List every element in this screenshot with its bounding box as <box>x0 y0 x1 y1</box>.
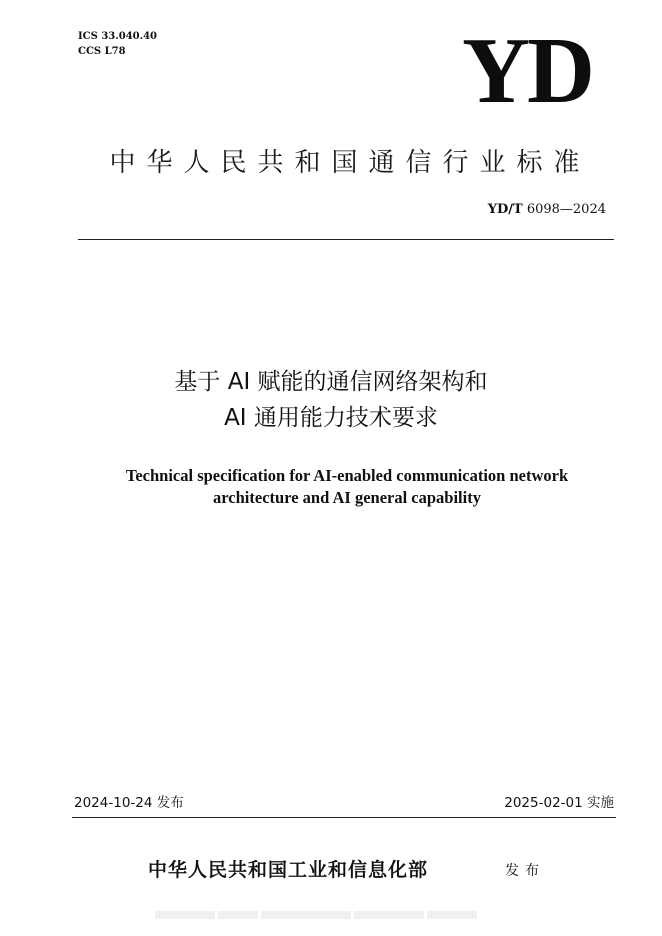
ccs-code: CCS L78 <box>78 46 126 57</box>
standard-number-prefix: YD/T <box>487 202 523 217</box>
industry-standard-title: 中华人民共和国通信行业标准 <box>109 148 591 178</box>
chinese-title-line-2: AI 通用能力技术要求 <box>224 405 438 431</box>
top-divider <box>78 239 614 240</box>
issuing-ministry: 中华人民共和国工业和信息化部 <box>148 859 429 881</box>
english-title-line-1: Technical specification for AI-enabled communication network <box>125 466 569 485</box>
english-title-line-2: architecture and AI general capability <box>213 488 481 507</box>
bottom-divider <box>72 817 616 818</box>
implementation-date: 2025-02-01 实施 <box>504 795 614 811</box>
standard-number <box>420 201 606 219</box>
standard-number-value: 6098—2024 <box>526 202 606 217</box>
chinese-title-line-1: 基于 AI 赋能的通信网络架构和 <box>174 369 488 395</box>
ics-code: ICS 33.040.40 <box>78 31 158 42</box>
publish-label: 发布 <box>505 863 545 879</box>
publish-date: 2024-10-24 发布 <box>74 795 184 811</box>
yd-logo: YD <box>462 19 592 123</box>
faint-watermark <box>155 904 505 918</box>
